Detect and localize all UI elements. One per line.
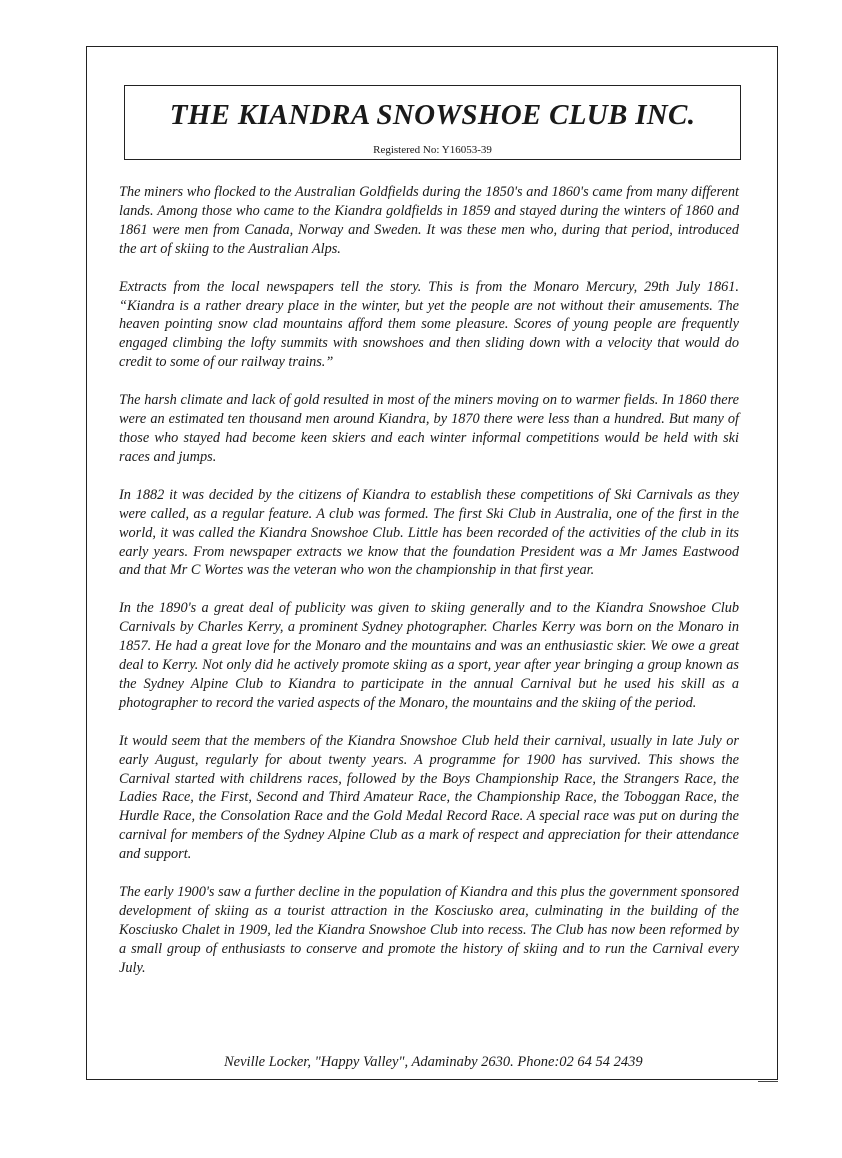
club-title: THE KIANDRA SNOWSHOE CLUB INC. (169, 99, 696, 131)
title-box (124, 85, 741, 160)
phone-number: 02 64 54 2439 (559, 1054, 643, 1070)
contact-line (224, 1053, 643, 1071)
paragraph-newspaper-extract: Extracts from the local newspapers tell the story. This is from the Monaro Mercury, 29th July 1861. “Kiandra is a rather dreary place in the winter, but yet the people are not without their amusements. The heaven pointing snow clad mountains afford them some pleasure. Scores of young people are frequently engaged climbing the lofty summits with snowshoes and then sliding down with a velocity that would do credit to some of our railway trains.” (119, 278, 739, 371)
paragraph-recess-reform: The early 1900's saw a further decline in the population of Kiandra and this plus the government sponsored development of skiing as a tourist attraction in the Kosciusko area, culminating in the building of the Kosciusko Chalet in 1909, led the Kiandra Snowshoe Club into recess. The Club has now been reformed by a small group of enthusiasts to conserve and promote the history of skiing and to run the Carnival every July. (119, 884, 739, 976)
paragraph-carnival-races: It would seem that the members of the Kiandra Snowshoe Club held their carnival, usually in late July or early August, regularly for about twenty years. A programme for 1900 has survived. This shows the Carnival started with childrens races, followed by the Boys Championship Race, the Strangers Race, the Ladies Race, the First, Second and Third Amateur Race, the Championship Race, the Toboggan Race, the Hurdle Race, the Consolation Race and the Gold Medal Record Race. A special race was put on during the carnival for members of the Sydney Alpine Club as a mark of respect and appreciation for their attendance and support. (119, 732, 739, 863)
frame-corner-mark (758, 1081, 778, 1082)
contact-name-address: Neville Locker, "Happy Valley", Adaminaby 2630. (224, 1054, 514, 1070)
phone-label: Phone: (517, 1054, 560, 1070)
paragraph-miners: The miners who flocked to the Australian Goldfields during the 1850's and 1860's came from many different lands. Among those who came to the Kiandra goldfields in 1859 and stayed during the winters of 1860 and 1861 were men from Canada, Norway and Sweden. It was these men who, during that period, introduced the art of skiing to the Australian Alps. (119, 184, 739, 257)
paragraph-charles-kerry: In the 1890's a great deal of publicity was given to skiing generally and to the Kiandra Snowshoe Club Carnivals by Charles Kerry, a prominent Sydney photographer. Charles Kerry was born on the Monaro in 1857. He had a great love for the Monaro and the mountains and was an enthusiastic skier. We owe a great deal to Kerry. Not only did he actively promote skiing as a sport, year after year bringing a group known as the Sydney Alpine Club to Kiandra to participate in the annual Carnival but he used his skill as a photographer to record the varied aspects of the Monaro, the mountains and the skiing of the period. (119, 600, 739, 711)
history-text (119, 183, 739, 997)
paragraph-decline: The harsh climate and lack of gold resulted in most of the miners moving on to warmer fields. In 1860 there were an estimated ten thousand men around Kiandra, by 1870 there were less than a hundred. But many of those who stayed had become keen skiers and each winter informal competitions would be held with ski races and jumps. (119, 392, 739, 465)
paragraph-club-founding: In 1882 it was decided by the citizens of Kiandra to establish these competitions of Ski Carnivals as they were called, as a regular feature. A club was formed. The first Ski Club in Australia, one of the first in the world, it was called the Kiandra Snowshoe Club. Little has been recorded of the activities of the club in its early years. From newspaper extracts we know that the foundation President was a Mr James Eastwood and that Mr C Wortes was the veteran who won the championship in that first year. (119, 486, 739, 579)
registration-number: Registered No: Y16053-39 (373, 144, 492, 156)
